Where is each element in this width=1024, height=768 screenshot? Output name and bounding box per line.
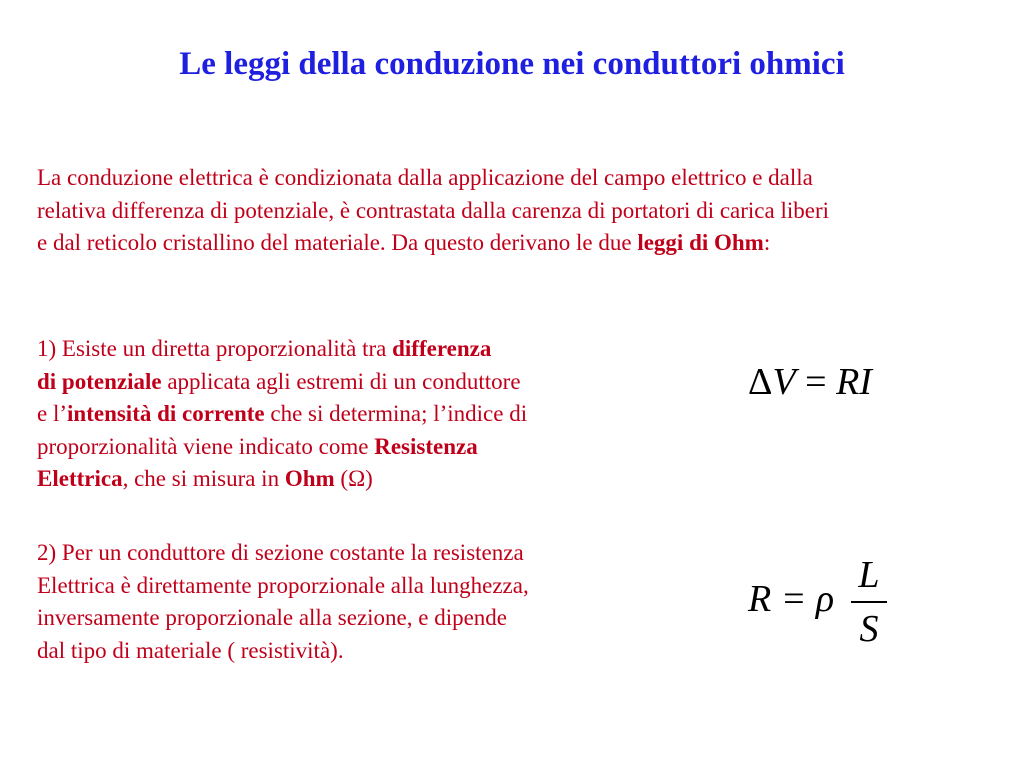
voltage-symbol: V: [772, 361, 796, 403]
delta-symbol: Δ: [748, 361, 773, 403]
law1-bold-resistenza: Resistenza: [374, 433, 478, 459]
law2-line-2: Elettrica è direttamente proporzionale alla lunghezza,: [37, 572, 529, 598]
law1-line-2: [37, 366, 657, 399]
law1-bold-potenziale: di potenziale: [37, 368, 162, 394]
law1-text: proporzionalità viene indicato come: [37, 433, 375, 459]
law1-text: che si determina; l’indice di: [264, 401, 528, 426]
law2-line-1: 2) Per un conduttore di sezione costante la resistenza: [37, 540, 524, 565]
law1-bold-elettrica: Elettrica: [37, 466, 123, 491]
first-law-paragraph: [37, 333, 657, 496]
law2-line-3: inversamente proporzionale alla sezione, e dipende: [37, 605, 508, 630]
slide-title: Le leggi della conduzione nei conduttori ohmici: [179, 46, 845, 82]
ohm-second-law-formula: [748, 553, 908, 663]
law1-text: e l’: [37, 401, 68, 426]
rho-symbol: ρ: [815, 578, 835, 620]
second-law-paragraph: [37, 537, 657, 667]
law1-text: , che si misura in: [122, 466, 285, 491]
equals-sign: =: [795, 361, 837, 403]
fraction-bar: [851, 601, 887, 603]
law1-line-1: [37, 333, 657, 366]
intro-colon: :: [763, 230, 771, 255]
resistance-current-product: RI: [836, 361, 872, 403]
law1-line-4: [37, 431, 657, 464]
law2-line-4: dal tipo di materiale ( resistività).: [37, 637, 344, 663]
intro-line-2: relativa differenza di potenziale, è contrastata dalla carenza di portatori di carica liberi: [37, 197, 830, 223]
intro-paragraph: [37, 162, 1022, 260]
formula2-lhs: [748, 579, 834, 619]
law1-line-5: [37, 463, 657, 496]
intro-text: e dal reticolo cristallino del materiale. Da questo derivano le due: [37, 230, 638, 255]
intro-line-1: La conduzione elettrica è condizionata dalla applicazione del campo elettrico e dalla: [37, 165, 813, 190]
law1-bold-differenza: differenza: [392, 336, 492, 361]
law1-bold-intensita: intensità di corrente: [67, 401, 265, 426]
ohm-first-law-formula: [748, 362, 872, 402]
fraction-numerator: L: [858, 554, 880, 596]
resistance-equals: R =: [748, 578, 816, 620]
law1-line-3: [37, 398, 657, 431]
ohm-laws-bold: leggi di Ohm: [637, 230, 764, 255]
law1-text: 1) Esiste un diretta proporzionalità tra: [37, 336, 393, 361]
law1-bold-ohm: Ohm: [284, 466, 335, 491]
intro-line-3: [37, 227, 1022, 260]
fraction-denominator: S: [859, 608, 879, 650]
length-over-section-fraction: [851, 553, 887, 651]
law1-text: (Ω): [334, 466, 373, 491]
law1-text: applicata agli estremi di un conduttore: [161, 368, 521, 394]
